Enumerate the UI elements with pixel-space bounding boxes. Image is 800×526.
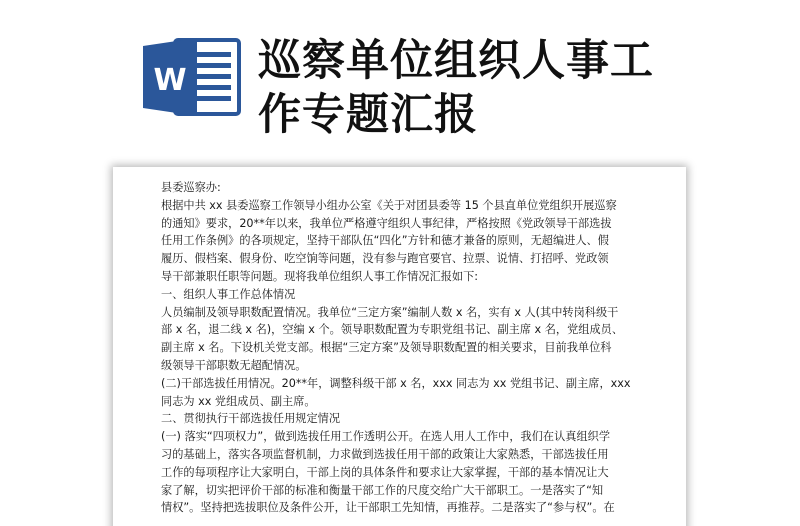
word-logo-icon <box>141 36 241 118</box>
document-line: (一) 落实“四项权力”，做到选拔任用工作透明公开。在选人用人工作中，我们在认真组织学 <box>161 430 611 444</box>
document-line: 习的基础上，落实各项监督机制，力求做到选拔任用干部的政策让大家熟悉，干部选拔任用 <box>161 447 609 461</box>
document-line: 导干部兼职任职等问题。现将我单位组织人事工作情况汇报如下: <box>161 269 479 283</box>
document-line: 级领导干部职数无超配情况。 <box>161 358 307 372</box>
document-line: 家了解，切实把评价干部的标准和衡量干部工作的尺度交给广大干部职工。一是落实了“知 <box>161 483 604 497</box>
document-line: (二)干部选拔任用情况。20**年，调整科级干部 x 名，xxx 同志为 xx 党组书记、副主席，xxx <box>161 376 631 390</box>
document-body <box>161 179 643 517</box>
word-logo-letter: W <box>153 63 187 98</box>
page-title <box>258 34 718 142</box>
document-line: 履历、假档案、假身份、吃空饷等问题，没有参与跑官要官、拉票、说情、打招呼、党政领 <box>161 252 609 266</box>
document-line: 人员编制及领导职数配置情况。我单位“三定方案”编制人数 x 名，实有 x 人(其中转岗科级干 <box>161 305 619 319</box>
document-line: 同志为 xx 党组成员、副主席。 <box>161 394 316 408</box>
section-heading: 二、贯彻执行干部选拔任用规定情况 <box>161 412 341 426</box>
document-line: 的通知》要求，20**年以来，我单位严格遵守组织人事纪律，严格按照《党政领导干部选拔 <box>161 216 612 230</box>
document-line: 县委巡察办: <box>161 181 221 194</box>
document-line: 部 x 名，退二线 x 名)，空编 x 个。领导职数配置为专职党组书记、副主席 x 名，党组成员、 <box>161 323 624 337</box>
page-title-line-1: 巡察单位组织人事工 <box>258 36 654 86</box>
document-line: 副主席 x 名。下设机关党支部。根据“三定方案”及领导职数配置的相关要求，目前我单位科 <box>161 341 612 355</box>
document-line: 工作的每项程序让大家明白，干部上岗的具体条件和要求让大家掌握，干部的基本情况让大 <box>161 465 609 479</box>
document-line: 根据中共 xx 县委巡察工作领导小组办公室《关于对团县委等 15 个县直单位党组织开展巡察 <box>161 198 617 212</box>
section-heading: 一、组织人事工作总体情况 <box>161 287 296 301</box>
document-line: 情权”。坚持把选拔职位及条件公开，让干部职工先知情，再推荐。二是落实了“参与权”。在 <box>161 501 615 515</box>
document-line: 任用工作条例》的各项规定，坚持干部队伍“四化”方针和德才兼备的原则，无超编进人、假 <box>161 234 609 248</box>
document-page <box>113 167 686 526</box>
page-title-line-2: 作专题汇报 <box>258 90 478 140</box>
